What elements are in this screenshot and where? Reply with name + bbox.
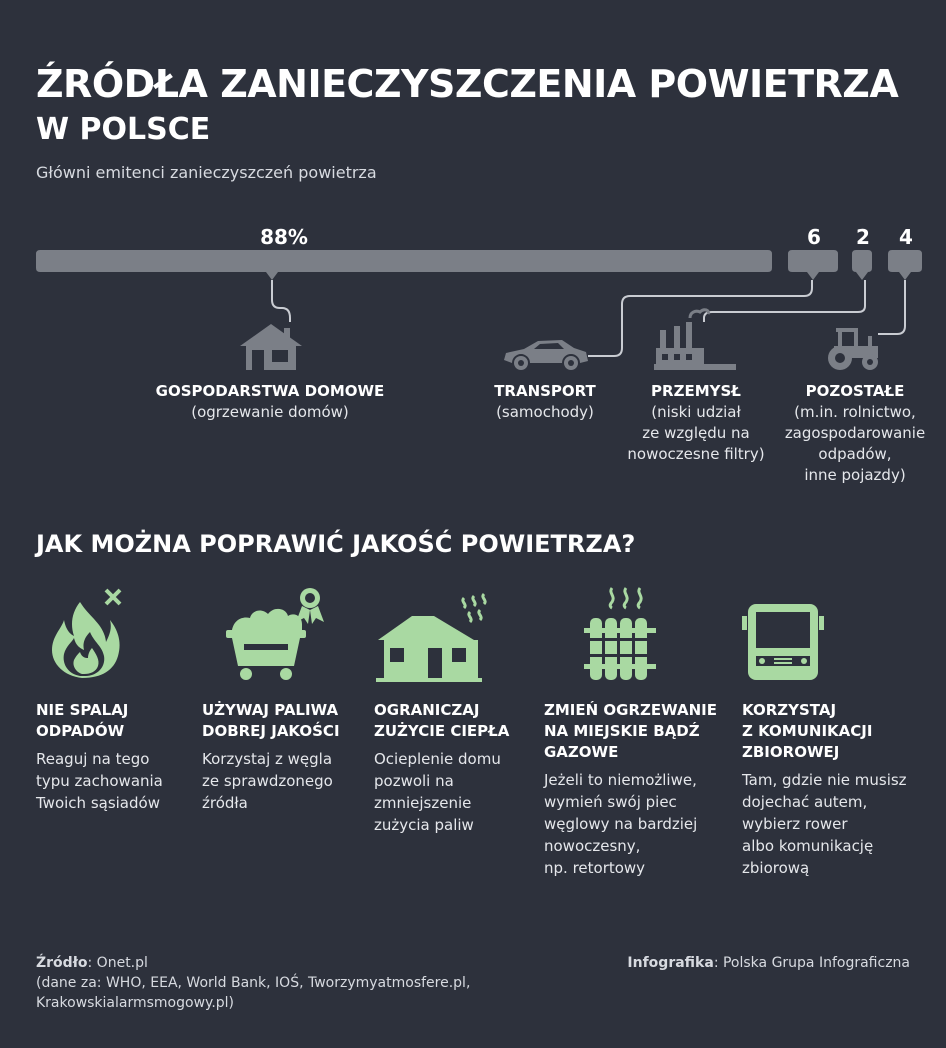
car-icon (500, 336, 590, 372)
tip-desc: nowoczesny, (544, 837, 641, 855)
tip-desc: zmniejszenie (374, 794, 472, 812)
tip-title: ODPADÓW (36, 722, 125, 740)
category-desc: zagospodarowanie (784, 424, 926, 442)
tip-desc: wybierz rower (742, 815, 848, 833)
tip-desc: Ocieplenie domu (374, 750, 501, 768)
tip-desc: Korzystaj z węgla (202, 750, 333, 768)
connector-households (272, 280, 290, 322)
credit-value: : Polska Grupa Infograficzna (713, 955, 910, 971)
tip-desc: Twoich sąsiadów (36, 794, 160, 812)
category-desc: (m.in. rolnictwo, (794, 403, 916, 421)
house-icon (238, 322, 304, 372)
tip-good-fuel (202, 700, 372, 814)
category-desc: nowoczesne filtry) (627, 445, 765, 463)
tip-desc: węglowy na bardziej (544, 815, 698, 833)
bus-icon (742, 604, 828, 684)
tip-desc: Jeżeli to niemożliwe, (544, 771, 697, 789)
category-name: POZOSTAŁE (805, 382, 905, 400)
tips-section-title: JAK MOŻNA POPRAWIĆ JAKOŚĆ POWIETRZA? (36, 530, 636, 558)
category-name: GOSPODARSTWA DOMOWE (155, 382, 385, 400)
category-desc: (samochody) (496, 403, 594, 421)
source-details: Krakowskialarmsmogowy.pl) (36, 995, 235, 1011)
tip-desc: dojechać autem, (742, 793, 868, 811)
category-desc: inne pojazdy) (804, 466, 906, 484)
tip-desc: ze sprawdzonego (202, 772, 333, 790)
factory-icon (652, 304, 740, 372)
page-title: ŹRÓDŁA ZANIECZYSZCZENIA POWIETRZA (36, 62, 899, 106)
tip-title: NIE SPALAJ (36, 701, 129, 719)
tip-desc: Reaguj na tego (36, 750, 150, 768)
tip-no-burning-waste (36, 700, 206, 814)
category-desc: (niski udział (651, 403, 741, 421)
footer-source (36, 953, 556, 1013)
tip-title: ZBIOROWEJ (742, 743, 840, 761)
chart-subtitle: Główni emitenci zanieczyszczeń powietrza (36, 163, 377, 182)
category-households (150, 381, 390, 423)
tip-change-heating (544, 700, 734, 879)
tip-desc: wymień swój piec (544, 793, 677, 811)
source-details: (dane za: WHO, EEA, World Bank, IOŚ, Tworzymyatmosfere.pl, (36, 975, 471, 991)
category-transport (480, 381, 610, 423)
page-title-line2: W POLSCE (36, 112, 211, 147)
category-other (780, 381, 930, 486)
connector-other (878, 280, 905, 334)
tip-desc: zużycia paliw (374, 816, 474, 834)
source-label: Źródło (36, 955, 88, 971)
bar-label-households: 88% (260, 225, 308, 249)
bar-industry (852, 250, 872, 280)
tip-desc: zbiorową (742, 859, 810, 877)
coal-cart-icon (222, 584, 332, 684)
tip-desc: typu zachowania (36, 772, 163, 790)
tip-title: GAZOWE (544, 743, 619, 761)
radiator-icon (582, 584, 662, 684)
fire-icon (46, 584, 136, 684)
footer-credit (627, 953, 910, 973)
category-industry (612, 381, 780, 465)
tip-desc: pozwoli na (374, 772, 454, 790)
category-name: TRANSPORT (494, 382, 596, 400)
bar-other (888, 250, 922, 280)
tip-title: Z KOMUNIKACJI (742, 722, 873, 740)
tip-desc: albo komunikację (742, 837, 874, 855)
category-desc: odpadów, (818, 445, 892, 463)
tip-title: OGRANICZAJ (374, 701, 480, 719)
tip-title: NA MIEJSKIE BĄDŹ (544, 722, 700, 740)
category-name: PRZEMYSŁ (651, 382, 741, 400)
tip-title: DOBREJ JAKOŚCI (202, 722, 340, 740)
tractor-icon (824, 326, 882, 372)
bar-households (36, 250, 772, 280)
tip-title: ZMIEŃ OGRZEWANIE (544, 701, 718, 719)
bar-label-industry: 2 (856, 225, 870, 249)
bar-label-transport: 6 (807, 225, 821, 249)
tip-desc: Tam, gdzie nie musisz (742, 771, 907, 789)
tip-limit-heat (374, 700, 544, 836)
bar-label-other: 4 (899, 225, 913, 249)
tip-title: KORZYSTAJ (742, 701, 837, 719)
source-value: : Onet.pl (87, 955, 148, 971)
tip-title: UŻYWAJ PALIWA (202, 701, 339, 719)
bar-transport (788, 250, 838, 280)
tip-public-transport (742, 700, 932, 879)
tip-desc: np. retortowy (544, 859, 646, 877)
tip-title: ZUŻYCIE CIEPŁA (374, 722, 510, 740)
category-desc: ze względu na (642, 424, 750, 442)
warm-house-icon (374, 588, 504, 684)
tip-desc: źródła (202, 794, 248, 812)
credit-label: Infografika (627, 955, 714, 971)
emitters-chart (0, 0, 946, 500)
category-desc: (ogrzewanie domów) (191, 403, 349, 421)
